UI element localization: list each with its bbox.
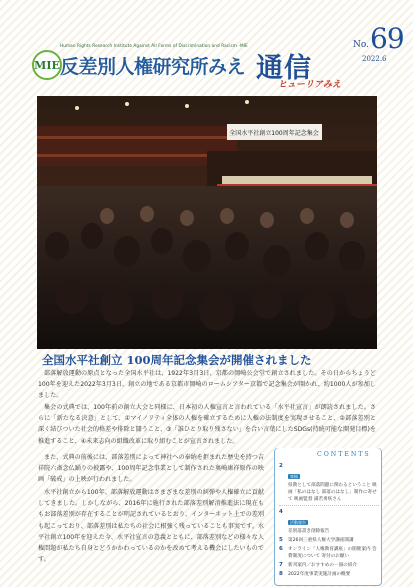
commemoration-hall-photo-icon: [37, 96, 377, 349]
tagline-logo: ヒューリアみえ: [278, 80, 342, 90]
contents-box: [274, 448, 382, 586]
organization-name: 反差別人権研究所みえ: [60, 56, 246, 78]
contents-text: 新刊案内／おすすめの一冊の紹介: [288, 563, 357, 568]
contents-page-number: 2: [279, 463, 283, 469]
contents-tag: 寄稿: [290, 474, 298, 479]
event-photo: [37, 96, 377, 349]
contents-item: [279, 537, 379, 544]
contents-text: オンライン「人権教育講座」の開催案内 会費制度について 寄付のお願い: [288, 547, 377, 559]
institute-logo-icon: [32, 50, 62, 80]
english-subtitle: Human Rights Research Institute Against All Forms of Discrimination and Racism -MIE: [60, 43, 248, 48]
stage-banner-text: 全国水平社創立100周年記念集会: [229, 130, 319, 137]
contents-item: [279, 562, 379, 569]
contents-page-number: 5: [279, 537, 283, 543]
article-paragraph-4: 水平社創立から100年、部落解放運動はさまざまな差別の糾弾や人権確立に貢献してきました。しかしながら、2016年に施行された部落差別解消推進法に現在ももお部落差別が存在することが明記されているとおり、インターネット上での差別も起こっており、部落差別は私たちの社会に根強く残っていることも事実です。水平社創立100年を迎えた今、水平社宣言の意義とともに、部落差別などの様々な人権問題が私たち自身とどうかかわっているのかを改めて考える機会にしたいものです。: [38, 489, 264, 564]
divider: [279, 505, 379, 506]
contents-list: [279, 463, 379, 580]
contents-item: [279, 571, 379, 578]
contents-text: 2022年度事業実施計画の概要: [288, 572, 351, 577]
contents-page-number: 6: [279, 546, 283, 552]
article-paragraph-2: 集会の式典では、100年前の創立大会と同様に、日本初の人権宣言と言われている「水平社宣言」が朗読されました。さらに「新たなる決意」として、①マイノリティ全体の人権を確立するために人権の法制度を実現させること、②部落差別と深く結びついた社会的格差や排除と闘うこと、③「誰ひとり取り残さない」を合い言葉にしたSDGs(持続可能な開発目標)を推進すること、④未来志向の組織改革に取り組むことが宣言されました。: [38, 404, 376, 445]
contents-text: 第26回三重県人権大学講座開講: [288, 538, 354, 543]
contents-page-number: 7: [279, 562, 283, 568]
contents-tag: 活動報告: [290, 520, 306, 525]
contents-text: 県教として部落問題に関わるということ 映画「私のはなし 部落のはなし」制作に寄せて 映画監督 満若勇咲さん: [288, 483, 377, 502]
contents-item: [279, 463, 379, 503]
logo-mark-text: MIE: [34, 58, 60, 72]
issue-number: 69: [370, 22, 404, 55]
issue-date: 2022.6: [362, 55, 387, 63]
issue-prefix: No.: [353, 40, 369, 50]
newsletter-title: 通信: [256, 53, 312, 84]
contents-item: [279, 509, 379, 535]
contents-title: CONTENTS: [317, 451, 371, 458]
article-paragraph-3: また、式典の前後には、部落差別によって神社への奉納を拒まれた歴史を持つ吉祥院六斎念仏踊りの披露や、100周年記念事業として制作された奥崎康祥原作の映画「破戒」の上映が行われました。: [38, 454, 264, 484]
contents-item: [279, 546, 379, 560]
contents-page-number: 8: [279, 571, 283, 577]
contents-header: [275, 448, 381, 460]
contents-page-number: 4: [279, 509, 283, 515]
article-paragraph-1: 部落解放運動の原点となった全国水平社は、1922年3月3日、京都の岡崎公会堂で創立されました。その日からちょうど100年を迎えた2022年3月3日、創立の地である京都市岡崎のロームシアター京都で記念集会が開かれ、約1000人が参加しました。: [38, 370, 376, 400]
contents-text: 差別落書き削除報告: [288, 529, 330, 534]
article-title: 全国水平社創立 100周年記念集会が開催されました: [42, 353, 312, 367]
